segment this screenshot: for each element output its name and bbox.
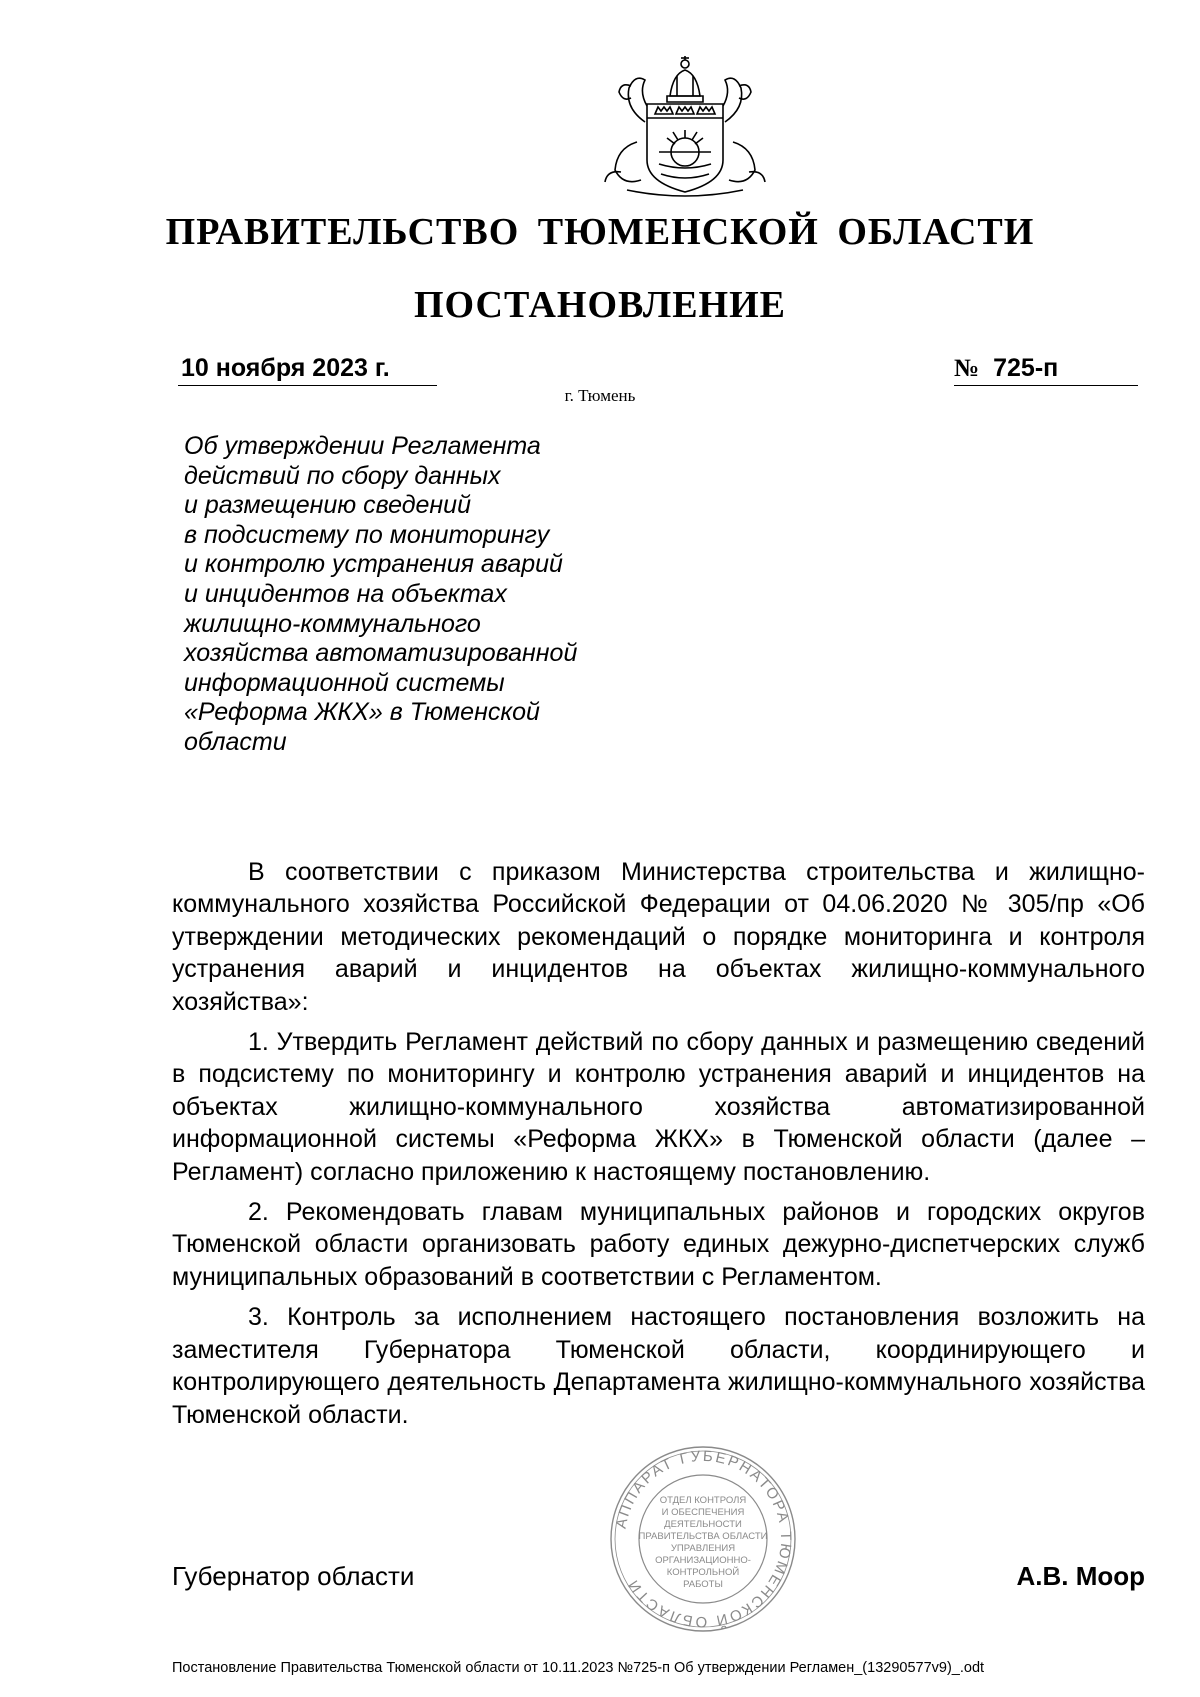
document-date: 10 ноября 2023 г. (178, 354, 437, 386)
body-paragraph-preamble: В соответствии с приказом Министерства строительства и жилищно-коммунального хозяйства Российской Федерации от 04.06.2020 № 305/пр «Об утверждении методических рекомендаций о порядке мониторинга и контроля устранения аварий и инцидентов на объектах жилищно-коммунального хозяйства»: (172, 858, 1145, 1016)
subject-line: и инцидентов на объектах (184, 579, 507, 608)
subject-line: области (184, 727, 287, 756)
seal-inner-line: КОНТРОЛЬНОЙ (666, 1567, 740, 1578)
seal-inner-line: ДЕЯТЕЛЬНОСТИ (664, 1519, 742, 1530)
coat-of-arms-icon (597, 52, 773, 198)
seal-inner-line: РАБОТЫ (683, 1579, 723, 1590)
subject-line: «Реформа ЖКХ» в Тюменской (184, 698, 540, 727)
government-title: ПРАВИТЕЛЬСТВО ТЮМЕНСКОЙ ОБЛАСТИ (165, 211, 1035, 253)
official-seal-icon (607, 1443, 799, 1635)
subject-line: и размещению сведений (184, 491, 471, 520)
footer-filename: Постановление Правительства Тюменской области от 10.11.2023 №725-п Об утверждении Регламен_(13290577v9)_.odt (172, 1660, 985, 1676)
seal-inner-line: УПРАВЛЕНИЯ (670, 1543, 736, 1554)
signatory-position: Губернатор области (172, 1561, 415, 1591)
document-number: 725-п (993, 354, 1059, 382)
body-paragraph-2: 2. Рекомендовать главам муниципальных районов и городских округов Тюменской области организовать работу единых дежурно-диспетчерских служб муниципальных образований в соответствии с Регламентом. (172, 1198, 1145, 1291)
document-number-field (954, 354, 1138, 386)
body-paragraph-3: 3. Контроль за исполнением настоящего постановления возложить на заместителя Губернатора Тюменской области, координирующего и контролирующего деятельность Департамента жилищно-коммунального хозяйства Тюменской области. (172, 1303, 1145, 1429)
signatory-name: А.В. Моор (1016, 1561, 1145, 1591)
document-type: ПОСТАНОВЛЕНИЕ (413, 284, 787, 326)
subject-line: в подсистему по мониторингу (184, 520, 550, 549)
document-city: г. Тюмень (564, 386, 636, 405)
subject-line: и контролю устранения аварий (184, 550, 563, 579)
subject-line: хозяйства автоматизированной (184, 639, 578, 668)
subject-line: действий по сбору данных (184, 461, 501, 490)
subject-line: жилищно-коммунального (184, 609, 481, 638)
number-sign: № (954, 355, 980, 382)
signature-block (172, 1561, 1145, 1597)
seal-outer-text: АППАРАТ ГУБЕРНАТОРА ТЮМЕНСКОЙ ОБЛАСТИ (612, 1447, 795, 1631)
seal-inner-line: ПРАВИТЕЛЬСТВА ОБЛАСТИ (638, 1531, 768, 1542)
body-paragraph-1: 1. Утвердить Регламент действий по сбору данных и размещению сведений в подсистему по мониторингу и контролю устранения аварий и инцидентов на объектах жилищно-коммунального хозяйства автоматизированной информационной системы «Реформа ЖКХ» в Тюменской области (далее – Регламент) согласно приложению к настоящему постановлению. (172, 1028, 1145, 1186)
document-subject (184, 432, 624, 758)
seal-inner-line: ОТДЕЛ КОНТРОЛЯ (659, 1495, 747, 1506)
subject-line: информационной системы (184, 668, 505, 697)
subject-line: Об утверждении Регламента (184, 432, 541, 460)
seal-inner-line: ОРГАНИЗАЦИОННО- (655, 1555, 751, 1566)
document-body (172, 856, 1145, 1439)
seal-inner-line: И ОБЕСПЕЧЕНИЯ (661, 1507, 745, 1518)
